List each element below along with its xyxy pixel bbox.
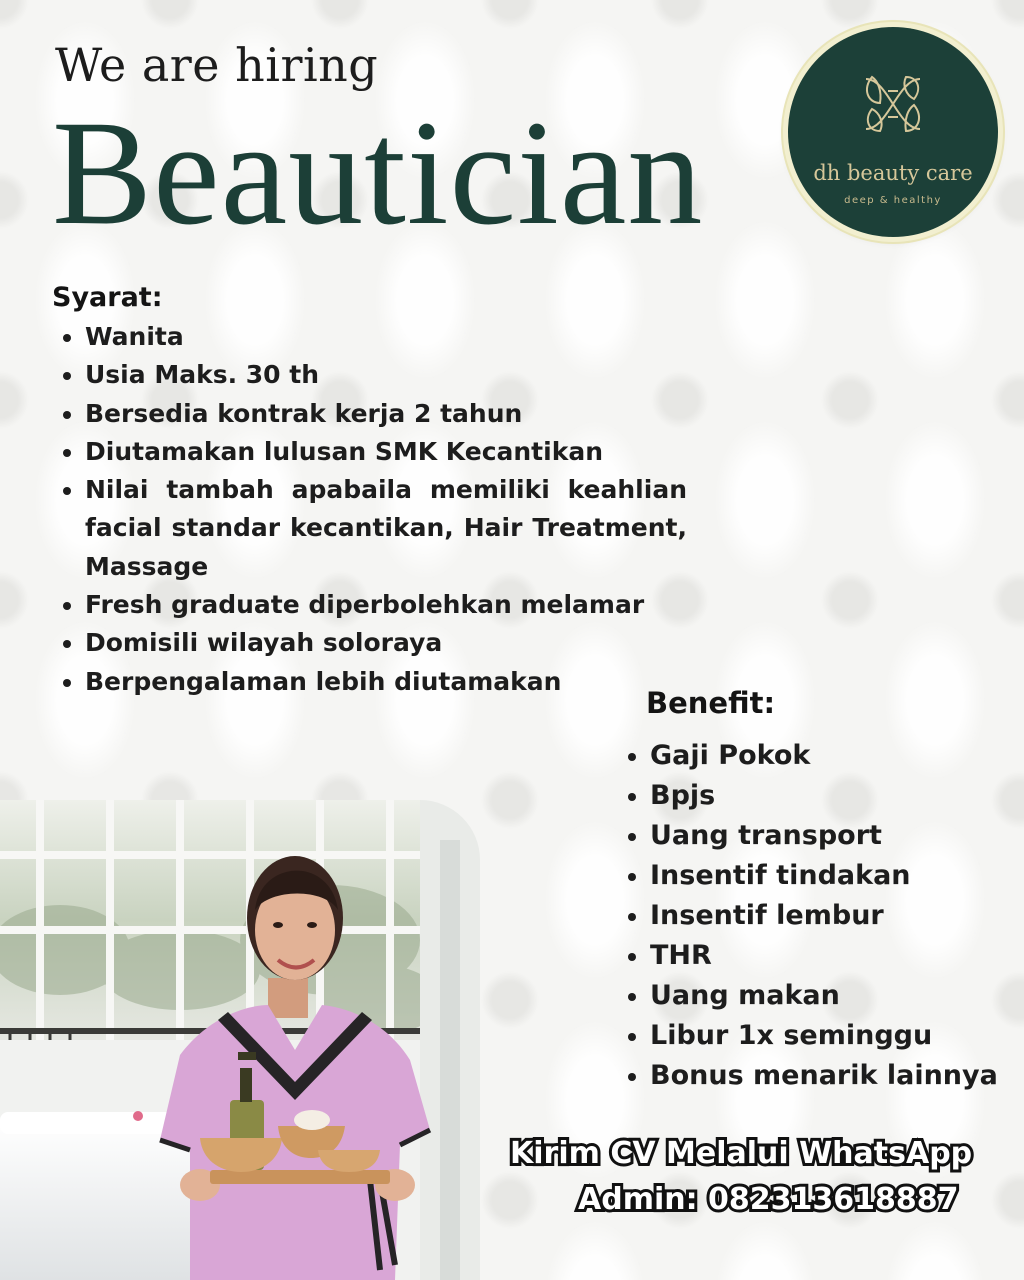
requirement-item: Domisili wilayah soloraya (53, 624, 687, 662)
brand-logo (788, 27, 998, 237)
requirement-item: Diutamakan lulusan SMK Kecantikan (53, 433, 687, 471)
benefit-item: Bpjs (626, 776, 1016, 816)
beautician-illustration (0, 800, 480, 1280)
cta-send-cv: Kirim CV Melalui WhatsApp (510, 1136, 973, 1171)
requirement-item: Nilai tambah apabaila memiliki keahlian facial standar kecantikan, Hair Treatment, Massage (53, 471, 687, 586)
benefit-item: Uang transport (626, 816, 1016, 856)
requirement-item: Bersedia kontrak kerja 2 tahun (53, 395, 687, 433)
requirements-list (53, 318, 687, 701)
leaf-monogram-icon (858, 69, 928, 139)
benefit-item: Bonus menarik lainnya (626, 1056, 1016, 1096)
benefit-item: Gaji Pokok (626, 736, 1016, 776)
benefits-list (626, 736, 1016, 1096)
benefit-item: THR (626, 936, 1016, 976)
benefit-item: Insentif lembur (626, 896, 1016, 936)
benefits-heading: Benefit: (646, 686, 776, 720)
benefit-item: Libur 1x seminggu (626, 1016, 1016, 1056)
logo-tagline: deep & healthy (844, 195, 942, 206)
requirement-item: Wanita (53, 318, 687, 356)
hiring-subtitle: We are hiring (55, 38, 379, 92)
requirements-heading: Syarat: (52, 282, 163, 313)
beautician-photo (0, 800, 480, 1280)
job-title: Beautician (52, 90, 704, 256)
requirement-item: Berpengalaman lebih diutamakan (53, 663, 687, 701)
requirement-item: Usia Maks. 30 th (53, 356, 687, 394)
cta-admin-phone: Admin: 082313618887 (578, 1182, 959, 1217)
benefit-item: Uang makan (626, 976, 1016, 1016)
benefit-item: Insentif tindakan (626, 856, 1016, 896)
logo-name: dh beauty care (813, 161, 973, 185)
requirement-item: Fresh graduate diperbolehkan melamar (53, 586, 687, 624)
